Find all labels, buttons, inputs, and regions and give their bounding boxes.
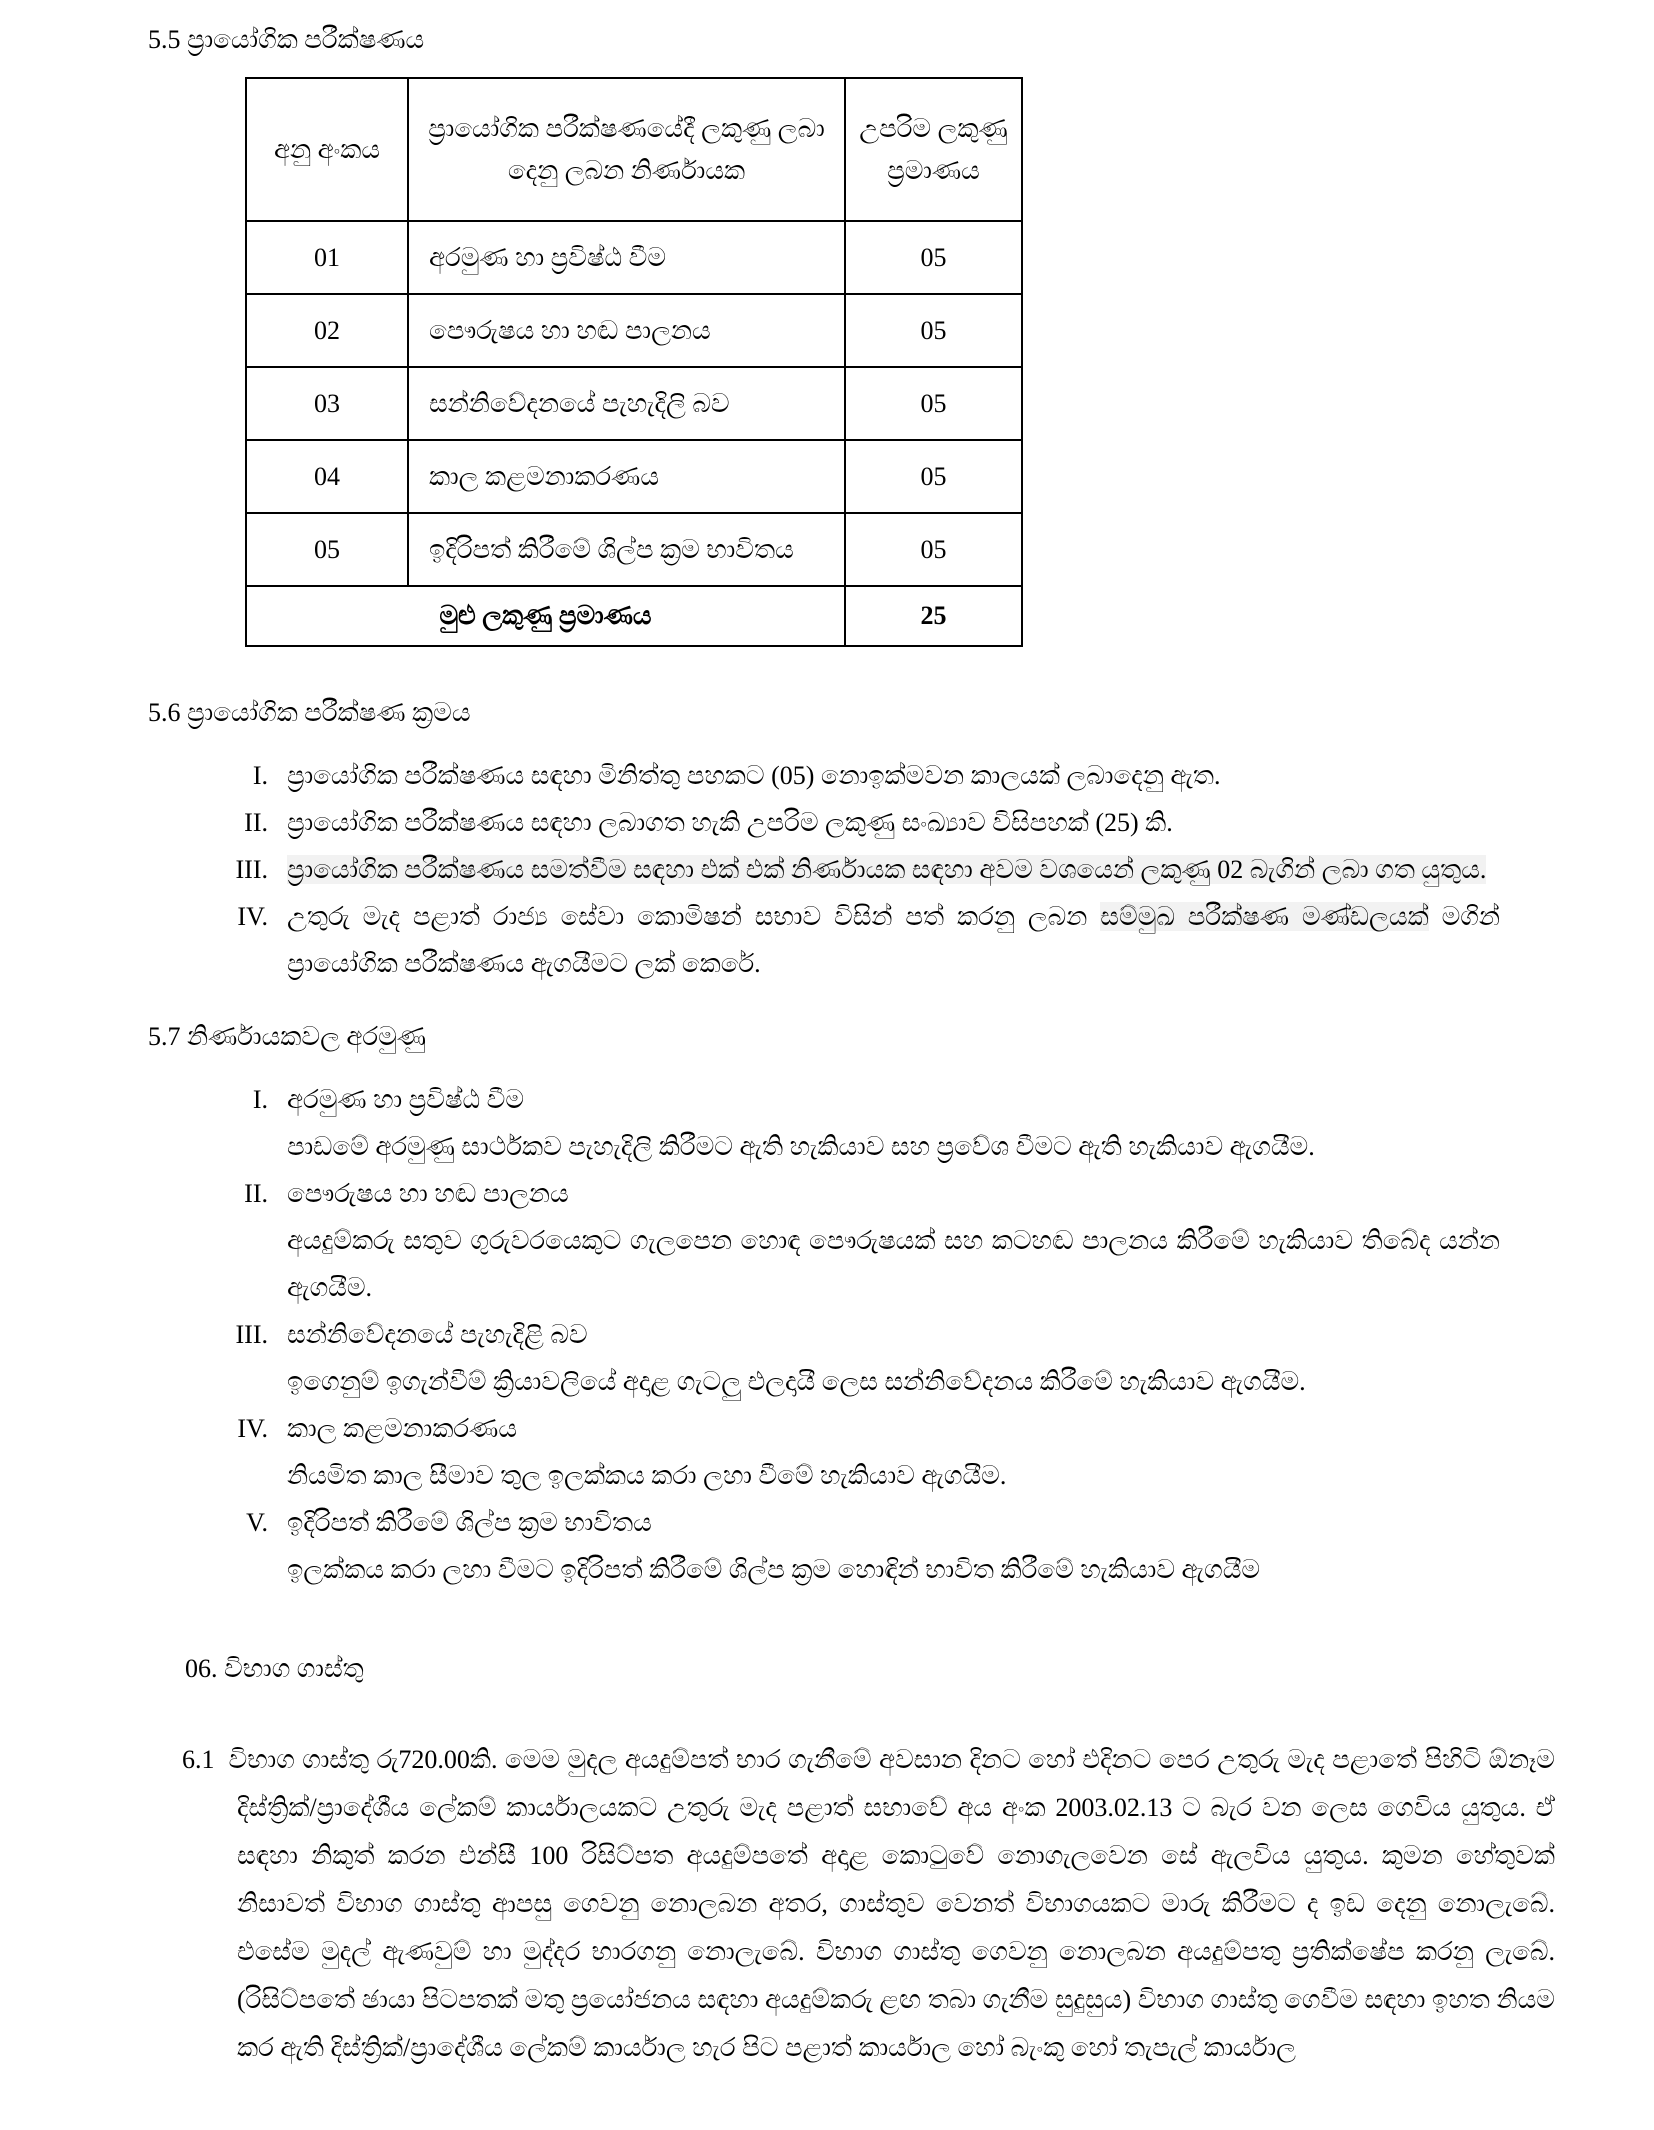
list-item [150,846,1500,893]
plain-text: උතුරු මැද පළාත් රාජ්‍ය සේවා කොමිෂන් සභාව විසින් පත් කරනු ලබන [287,902,1101,931]
list-item-numeral: II. [244,808,268,837]
list-item [150,1076,1500,1170]
list-item-numeral: V. [246,1508,268,1537]
criterion-title: ඉදිරිපත් කිරීමේ ශිල්ප ක්‍රම භාවිතය [287,1508,652,1537]
list-item-text [287,1405,1500,1499]
cell-serial-no: 01 [246,221,408,294]
list-item [150,1405,1500,1499]
col-header-criterion: ප්‍රායෝගික පරීක්ෂණයේදී ලකුණු ලබා දෙනු ලබන නිර්ණායක [408,78,845,221]
criterion-description: අයදුම්කරු සතුව ගුරුවරයෙකුට ගැලපෙන හොඳ පෞරුෂයක් සහ කටහඬ පාලනය කිරීමේ හැකියාව තිබේද යන්න ඇගයීම. [287,1226,1500,1302]
table-row [246,440,1022,513]
cell-criterion: ඉදිරිපත් කිරීමේ ශිල්ප ක්‍රම භාවිතය [408,513,845,586]
section-heading-06: 06. විභාග ගාස්තු [185,1654,364,1683]
cell-criterion: අරමුණ හා ප්‍රවිෂ්ඨ වීම [408,221,845,294]
table-row [246,221,1022,294]
cell-max-marks: 05 [845,294,1022,367]
cell-max-marks: 05 [845,513,1022,586]
list-item-numeral: II. [244,1179,268,1208]
practical-test-method-list [0,752,1654,987]
list-item-numeral: I. [252,1085,268,1114]
criterion-title: පෞරුෂය හා හඬ පාලනය [287,1179,569,1208]
list-item-text [287,1170,1500,1311]
list-item [150,1499,1500,1593]
list-item [150,1170,1500,1311]
list-item-text [287,752,1500,799]
criterion-description: ඉලක්කය කරා ලහා වීමට ඉදිරිපත් කිරීමේ ශිල්ප ක්‍රම හොඳින් භාවිත කිරීමේ හැකියාව ඇගයීම [287,1555,1261,1584]
cell-max-marks: 05 [845,367,1022,440]
cell-max-marks: 05 [845,221,1022,294]
exam-fee-paragraph [182,1736,1555,2072]
cell-criterion: සන්නිවේදනයේ පැහැදිලි බව [408,367,845,440]
cell-max-marks: 05 [845,440,1022,513]
list-item-numeral: III. [235,855,268,884]
section-heading-5-6: 5.6 ප්‍රායෝගික පරීක්ෂණ ක්‍රමය [148,698,471,727]
criterion-description: පාඩමේ අරමුණු සාර්ථකව පැහැදිලි කිරීමට ඇති හැකියාව සහ ප්‍රවේශ වීමට ඇති හැකියාව ඇගයීම. [287,1132,1315,1161]
table-row [246,367,1022,440]
table-header-row [246,78,1022,221]
list-item-numeral: IV. [237,902,268,931]
list-item [150,799,1500,846]
list-item-numeral: IV. [237,1414,268,1443]
cell-criterion: පෞරුෂය හා හඬ පාලනය [408,294,845,367]
criterion-title: අරමුණ හා ප්‍රවිෂ්ඨ වීම [287,1085,525,1114]
table-row [246,513,1022,586]
highlighted-text: ප්‍රායෝගික පරීක්ෂණය සමත්වීම සඳහා එක් එක් නිර්ණායක සඳහා අවම වශයෙන් ලකුණු 02 බැගින් ලබා ගත යුතුය. [287,855,1487,884]
col-header-max-marks: උපරිම ලකුණු ප්‍රමාණය [845,78,1022,221]
list-item-text [287,1311,1500,1405]
section-heading-5-7: 5.7 නිර්ණායකවල අරමුණු [148,1022,427,1051]
criterion-title: කාල කළමනාකරණය [287,1414,518,1443]
col-header-serial-no: අනු අංකය [246,78,408,221]
criteria-objectives-list [0,1076,1654,1593]
list-item-text [287,893,1500,987]
plain-text: මගින් ප්‍රායෝගික පරීක්ෂණය ඇගයීමට ලක් කෙරේ. [287,902,1500,978]
list-item [150,1311,1500,1405]
list-item-text [287,799,1500,846]
criterion-description: ඉගෙනුම් ඉගැන්වීම් ක්‍රියාවලියේ අදාළ ගැටලු එලදායී ලෙස සන්නිවේදනය කිරීමේ හැකියාව ඇගයීම. [287,1367,1306,1396]
list-item-text [287,1076,1500,1170]
section-heading-5-5: 5.5 ප්‍රායෝගික පරීක්ෂණය [148,25,425,54]
list-item-numeral: I. [252,761,268,790]
cell-serial-no: 03 [246,367,408,440]
list-item-text [287,846,1500,893]
highlighted-text: සම්මුඛ පරීක්ෂණ මණ්ඩලයක් [1100,902,1429,931]
criterion-description: නියමිත කාල සීමාව තුල ඉලක්කය කරා ලහා වීමේ හැකියාව ඇගයීම. [287,1461,1007,1490]
total-label: මුළු ලකුණු ප්‍රමාණය [246,586,845,646]
cell-serial-no: 05 [246,513,408,586]
criterion-title: සන්නිවේදනයේ පැහැදිළි බව [287,1320,588,1349]
cell-criterion: කාල කළමනාකරණය [408,440,845,513]
total-value: 25 [845,586,1022,646]
list-item-text [287,1499,1500,1593]
cell-serial-no: 02 [246,294,408,367]
table-total-row [246,586,1022,646]
paragraph-number: 6.1 [182,1745,215,1774]
cell-serial-no: 04 [246,440,408,513]
list-item-numeral: III. [235,1320,268,1349]
plain-text: ප්‍රායෝගික පරීක්ෂණය සඳහා මිනිත්තු පහකට (05) නොඉක්මවන කාලයක් ලබාදෙනු ඇත. [287,761,1221,790]
practical-test-marks-table [245,77,1023,647]
paragraph-text: විභාග ගාස්තු රු720.00කි. මෙම මුදල අයදුම්පත් භාර ගැනීමේ අවසාන දිනට හෝ එදිනට පෙර උතුරු මැද පළාතේ පිහිටි ඕනෑම දිස්ත්‍රික්/ප්‍රාදේශීය ලේකම් කාර්යාලයකට උතුරු මැද පළාත් සභාවේ අය අංක 2003.02.13 ට බැර වන ලෙස ගෙවිය යුතුය. ඒ සඳහා නිකුත් කරන එන්සී 100 රිසිට්පත අයදුම්පතේ අදාළ කොටුවේ නොගැලවෙන සේ ඇලවිය යුතුය. කුමන හේතුවක් නිසාවත් විභාග ගාස්තු ආපසු ගෙවනු නොලබන අතර, ගාස්තුව වෙනත් විභාගයකට මාරු කිරීමට ද ඉඩ දෙනු නොලැබේ. එසේම මුදල් ඇණවුම් හා මුද්දර භාරගනු නොලැබේ. විභාග ගාස්තු ගෙවනු නොලබන අයදුම්පතු ප්‍රතික්ෂේප කරනු ලැබේ. (රිසිට්පතේ ඡායා පිටපතක් මතු ප්‍රයෝජනය සඳහා අයදුම්කරු ළඟ තබා ගැනීම සුදුසුය) විභාග ගාස්තු ගෙවීම සඳහා ඉහත නියම කර ඇති දිස්ත්‍රික්/ප්‍රාදේශීය ලේකම් කාර්යාල හැර පිට පළාත් කාර්යාල හෝ බැංකු හෝ තැපැල් කාර්යාල [228,1745,1555,2062]
list-item [150,893,1500,987]
table-row [246,294,1022,367]
list-item [150,752,1500,799]
plain-text: ප්‍රායෝගික පරීක්ෂණය සඳහා ලබාගත හැකි උපරිම ලකුණු සංඛ්‍යාව විසිපහක් (25) කි. [287,808,1173,837]
